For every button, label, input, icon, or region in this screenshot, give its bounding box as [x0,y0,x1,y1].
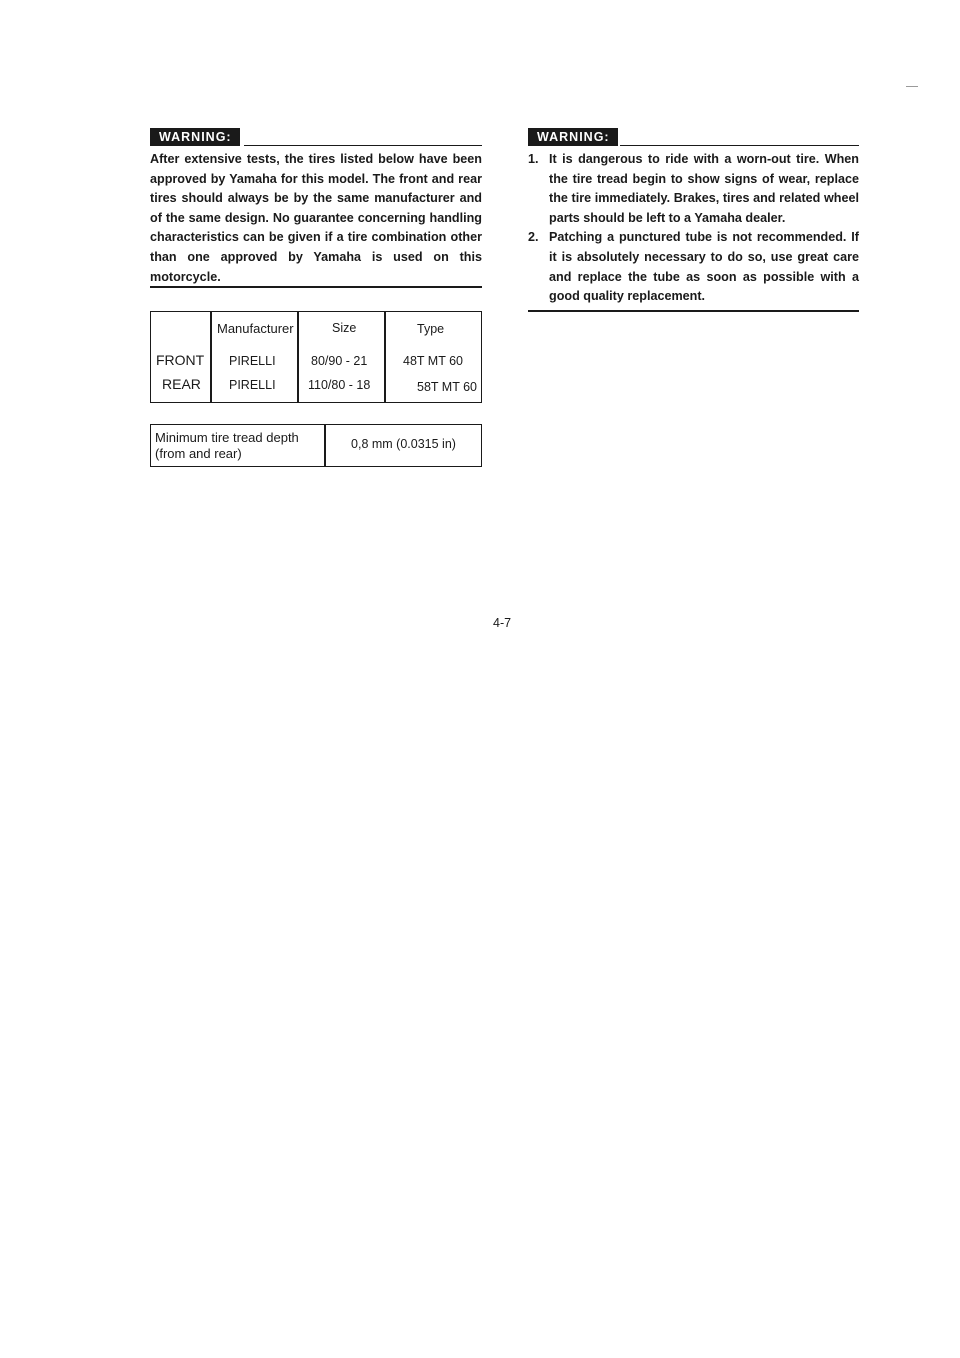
right-warning-end-rule [528,310,859,312]
row-rear-size: 110/80 - 18 [308,378,371,392]
warning-item-1 [528,150,859,228]
left-warning-header [150,128,482,146]
left-warning-rule [244,145,482,147]
right-warning-badge: WARNING: [528,128,618,146]
right-warning-list [528,150,859,307]
left-warning-badge: WARNING: [150,128,240,146]
warning-item-2 [528,228,859,306]
tread-depth-box [150,424,482,467]
header-size: Size [332,321,357,335]
warning-item-2-number: 2. [528,230,539,245]
header-type: Type [417,322,445,336]
left-warning-paragraph: After extensive tests, the tires listed below have been approved by Yamaha for this model. The front and rear tires should always be by the same manufacturer and of the same design. No guarantee concerning handling characteristics can be given if a tire combination other than one approved by Yamaha is used on this motorcycle. [150,152,482,284]
warning-item-1-number: 1. [528,152,539,166]
table-divider-2 [297,311,299,403]
warning-item-2-text: Patching a punctured tube is not recommended. If it is absolutely necessary to do so, use great care and replace the tube as soon as possible with a good quality replacement. [549,230,859,304]
page-number: 4-7 [493,616,512,630]
tread-label-line2: (from and rear) [155,446,242,461]
left-warning-end-rule [150,286,482,288]
row-front-size: 80/90 - 21 [311,354,368,368]
row-front-type: 48T MT 60 [403,354,463,368]
table-divider-3 [384,311,386,403]
tread-depth-label [155,430,299,462]
row-front-position: FRONT [156,352,205,368]
tread-depth-value: 0,8 mm (0.0315 in) [351,437,456,451]
warning-item-1-text: It is dangerous to ride with a worn-out tire. When the tire tread begin to show signs of wear, replace the tire immediately. Brakes, tires and related wheel parts should be left to a Yamaha dealer. [549,152,859,225]
header-manufacturer: Manufacturer [217,321,294,336]
tread-label-line1: Minimum tire tread depth [155,430,299,445]
right-warning-rule [620,145,859,147]
tire-table [150,311,482,403]
corner-mark [906,86,918,87]
row-rear-position: REAR [162,376,201,392]
right-warning-header [528,128,859,146]
row-rear-type: 58T MT 60 [417,380,477,394]
table-divider-1 [210,311,212,403]
row-rear-manufacturer: PIRELLI [229,378,276,392]
row-front-manufacturer: PIRELLI [229,354,276,368]
